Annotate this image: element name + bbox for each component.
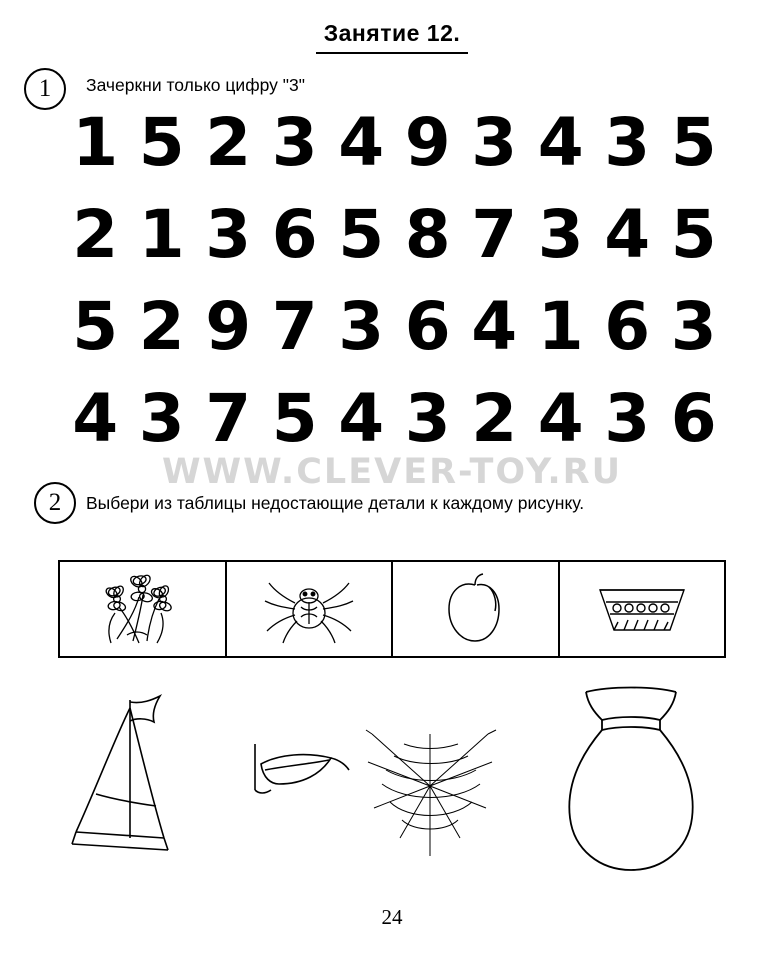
digit-grid: [62, 104, 727, 457]
digit-cell[interactable]: 3: [205, 196, 252, 273]
digit-cell[interactable]: 3: [471, 104, 518, 181]
digit-cell[interactable]: 4: [338, 104, 385, 181]
digit-cell[interactable]: 4: [338, 380, 385, 457]
picture-leaf[interactable]: [245, 738, 355, 823]
title-underline: [316, 52, 468, 54]
digit-cell[interactable]: 7: [205, 380, 252, 457]
picture-row: [40, 678, 750, 888]
digit-cell[interactable]: 1: [138, 196, 185, 273]
apple-icon: [437, 569, 513, 649]
digit-cell[interactable]: 3: [604, 380, 651, 457]
task-1-instruction: Зачеркни только цифру "3": [86, 75, 305, 95]
flag-tent-icon: [60, 688, 210, 858]
digit-cell[interactable]: 5: [138, 104, 185, 181]
digit-cell[interactable]: 2: [205, 104, 252, 181]
digit-cell[interactable]: 7: [471, 196, 518, 273]
digit-cell[interactable]: 5: [338, 196, 385, 273]
spider-icon: [261, 569, 357, 649]
leaf-icon: [245, 738, 355, 818]
digit-cell[interactable]: 5: [670, 104, 717, 181]
task-2-instruction: Выбери из таблицы недостающие детали к каждому рисунку.: [86, 493, 585, 513]
digit-cell[interactable]: 3: [537, 196, 584, 273]
task-number-2: 2: [34, 482, 76, 524]
digit-cell[interactable]: 2: [138, 288, 185, 365]
spider-web-icon: [360, 728, 510, 858]
digit-cell[interactable]: 1: [537, 288, 584, 365]
narcissus-flowers-icon: [87, 569, 197, 649]
digit-cell[interactable]: 1: [72, 104, 119, 181]
digit-cell[interactable]: 3: [338, 288, 385, 365]
parts-cell-apple[interactable]: [393, 562, 560, 656]
parts-table: [58, 560, 726, 658]
digit-cell[interactable]: 3: [670, 288, 717, 365]
digit-cell[interactable]: 5: [670, 196, 717, 273]
digit-cell[interactable]: 7: [271, 288, 318, 365]
digit-cell[interactable]: 8: [404, 196, 451, 273]
digit-cell[interactable]: 2: [471, 380, 518, 457]
digit-cell[interactable]: 3: [404, 380, 451, 457]
task-number-1: 1: [24, 68, 66, 110]
digit-cell[interactable]: 9: [205, 288, 252, 365]
digit-cell[interactable]: 6: [604, 288, 651, 365]
parts-cell-spider[interactable]: [227, 562, 394, 656]
digit-cell[interactable]: 4: [604, 196, 651, 273]
digit-cell[interactable]: 4: [537, 104, 584, 181]
picture-vase[interactable]: [540, 678, 720, 893]
digit-cell[interactable]: 4: [72, 380, 119, 457]
digit-cell[interactable]: 6: [271, 196, 318, 273]
picture-flag-tent[interactable]: [60, 688, 210, 863]
digit-cell[interactable]: 4: [471, 288, 518, 365]
vase-icon: [540, 678, 720, 888]
page-title: Занятие 12.: [323, 20, 461, 46]
digit-cell[interactable]: 5: [271, 380, 318, 457]
watermark: WWW.CLEVER-TOY.RU: [161, 452, 623, 492]
parts-cell-basket[interactable]: [560, 562, 725, 656]
page-number: 24: [381, 905, 403, 929]
digit-cell[interactable]: 6: [670, 380, 717, 457]
digit-cell[interactable]: 6: [404, 288, 451, 365]
digit-cell[interactable]: 3: [271, 104, 318, 181]
picture-spider-web[interactable]: [360, 728, 510, 863]
digit-cell[interactable]: 4: [537, 380, 584, 457]
digit-cell[interactable]: 3: [138, 380, 185, 457]
digit-cell[interactable]: 9: [404, 104, 451, 181]
digit-cell[interactable]: 3: [604, 104, 651, 181]
digit-cell[interactable]: 2: [72, 196, 119, 273]
basket-icon: [592, 576, 692, 642]
digit-cell[interactable]: 5: [72, 288, 119, 365]
parts-cell-narcissus-flowers[interactable]: [60, 562, 227, 656]
